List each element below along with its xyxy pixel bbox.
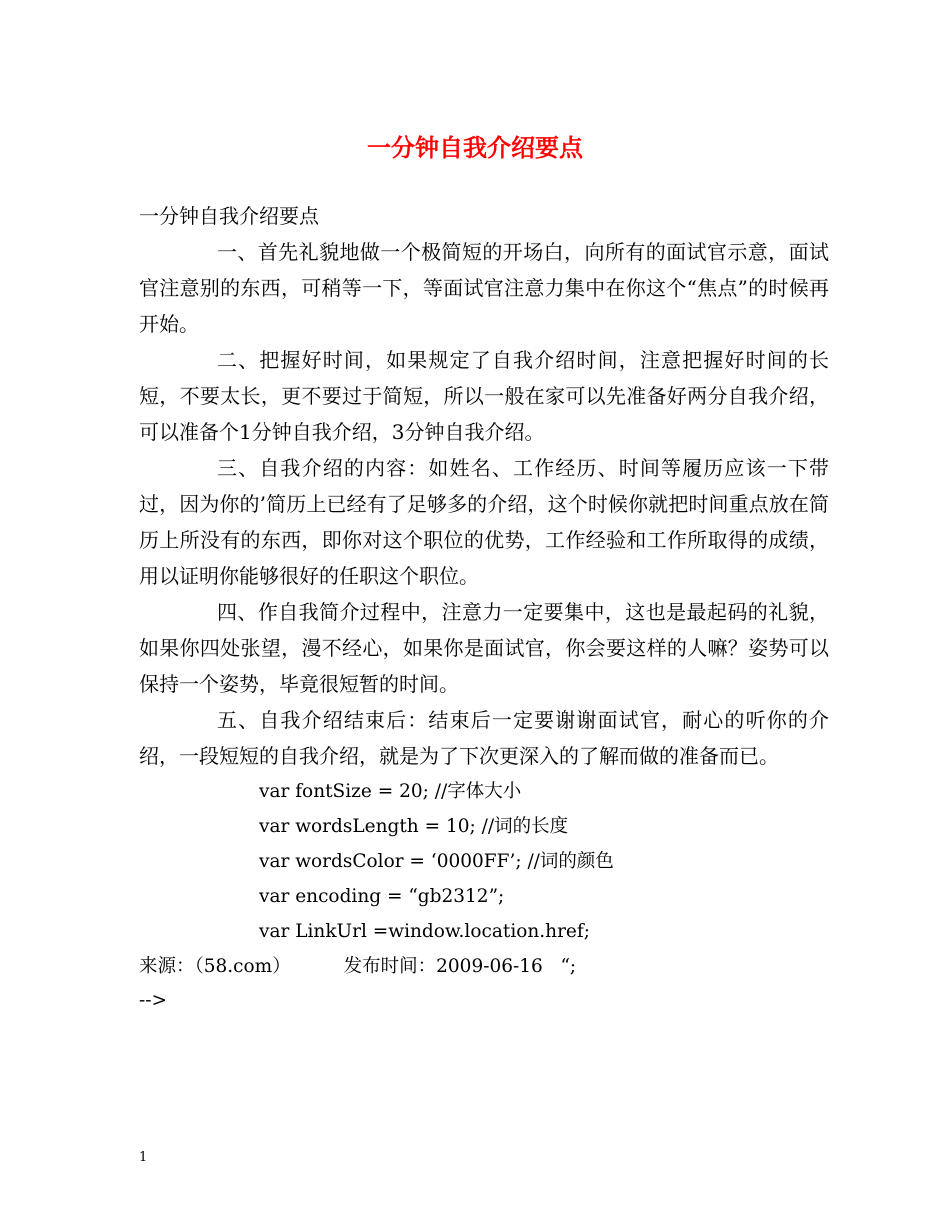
- code-line-4: var encoding = “gb2312”;: [259, 886, 505, 907]
- code-line-1: var fontSize = 20; //字体大小: [259, 781, 522, 802]
- paragraph-4: 四、作自我简介过程中，注意力一定要集中，这也是最起码的礼貌，如果你四处张望，漫不经心，如果你是面试官，你会要这样的人嘛？姿势可以保持一个姿势，毕竟很短暂的时间。: [139, 600, 829, 696]
- source-line: 来源：（58.com） 发布时间：2009-06-16 “;: [139, 956, 577, 977]
- paragraph-3: 三、自我介绍的内容：如姓名、工作经历、时间等履历应该一下带过，因为你的’简历上已经有了足够多的介绍，这个时候你就把时间重点放在简历上所没有的东西，即你对这个职位的优势，工作经验和工作所取得的成绩，用以证明你能够很好的任职这个职位。: [139, 456, 829, 588]
- paragraph-2: 二、把握好时间，如果规定了自我介绍时间，注意把握好时间的长短，不要太长，更不要过于简短，所以一般在家可以先准备好两分自我介绍，可以准备个1分钟自我介绍，3分钟自我介绍。: [139, 348, 829, 444]
- section-heading: 一分钟自我介绍要点: [139, 204, 319, 228]
- paragraph-1: 一、首先礼貌地做一个极简短的开场白，向所有的面试官示意，面试官注意别的东西，可稍等一下，等面试官注意力集中在你这个“焦点”的时候再开始。: [139, 240, 829, 336]
- code-line-2: var wordsLength = 10; //词的长度: [259, 816, 569, 837]
- end-marker: -->: [139, 990, 168, 1011]
- document-title: 一分钟自我介绍要点: [367, 133, 583, 162]
- code-line-3: var wordsColor = ‘0000FF’; //词的颜色: [259, 851, 614, 872]
- code-line-5: var LinkUrl =window.location.href;: [259, 921, 590, 942]
- document-body: [139, 198, 829, 1018]
- page-number: 1: [139, 1150, 148, 1165]
- paragraph-5: 五、自我介绍结束后：结束后一定要谢谢面试官，耐心的听你的介绍，一段短短的自我介绍，就是为了下次更深入的了解而做的准备而已。: [139, 708, 829, 768]
